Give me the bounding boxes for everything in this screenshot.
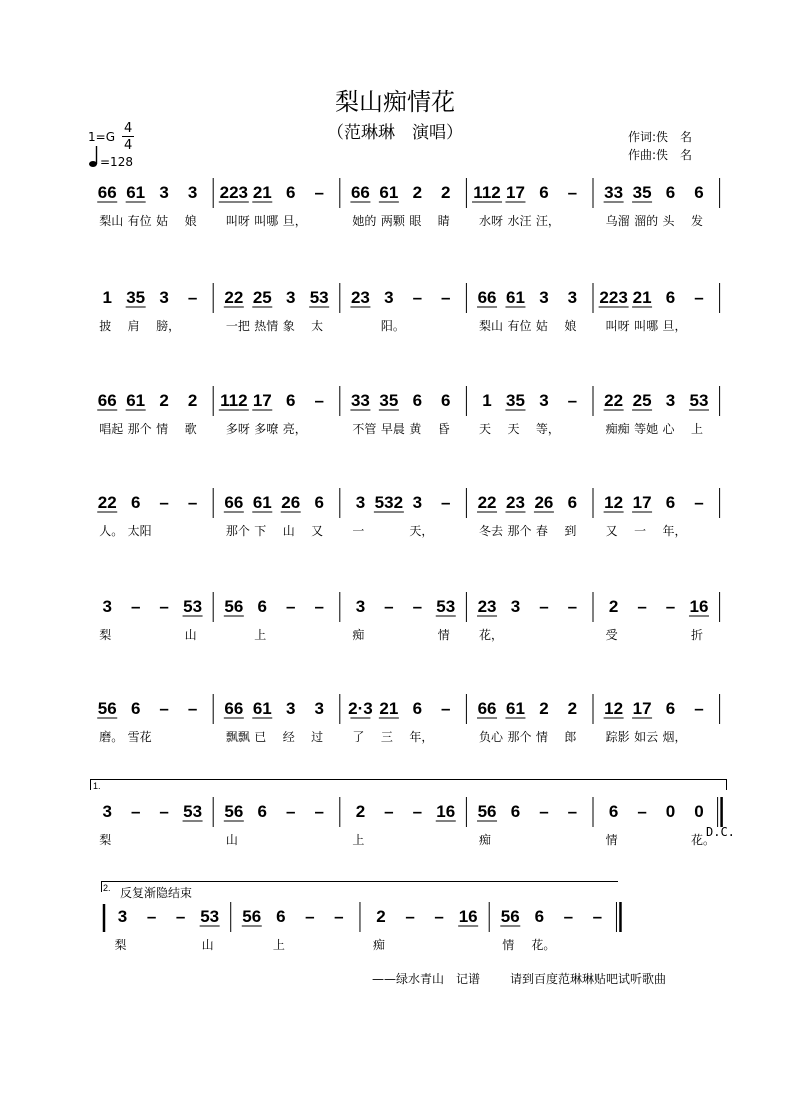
lyric-syllable: 郎 (564, 730, 577, 744)
dash-note: – (567, 597, 578, 616)
lyric-syllable: 山 (201, 938, 214, 952)
note-number: 3 (567, 288, 578, 307)
dash-note: – (187, 699, 198, 718)
lyric-syllable: 冬去 (479, 524, 504, 538)
lyric-syllable: 有位 (507, 319, 532, 333)
dash-note: – (314, 597, 324, 616)
lyric-syllable: 多呀 (225, 422, 250, 436)
note-number: 35 (126, 288, 146, 307)
lyric-syllable: 了 (352, 730, 365, 744)
note-number: 56 (242, 907, 262, 926)
second-ending-instruction: 反复渐隐结束 (120, 886, 193, 900)
lyric-syllable: 阳。 (380, 319, 405, 333)
note-number: 3 (187, 183, 198, 202)
note-number: 6 (665, 183, 676, 202)
score-row-7-first-ending (0, 797, 790, 877)
dash-note: – (285, 597, 296, 616)
lyric-syllable: 膀， (156, 319, 181, 333)
note-number: 23 (350, 288, 370, 307)
lyric-syllable: 梨山 (99, 214, 124, 228)
lyric-syllable: 磨。 (99, 730, 124, 744)
note-number: 22 (224, 288, 244, 307)
lyric-syllable: 旦， (662, 319, 687, 333)
lyric-syllable: 乌溜 (605, 214, 630, 228)
note-number: 223 (599, 288, 628, 307)
note-number: 532 (374, 493, 404, 512)
note-number: 35 (632, 183, 652, 202)
lyric-syllable: 溜的 (634, 214, 659, 228)
lyric-syllable: 如云 (634, 730, 659, 744)
note-number: 61 (126, 183, 146, 202)
note-number: 6 (412, 699, 423, 718)
lyric-syllable: 踪影 (605, 730, 630, 744)
lyric-syllable: 人。 (99, 524, 124, 538)
lyric-syllable: 姑 (535, 319, 548, 333)
note-number: 0 (665, 802, 676, 821)
lyric-syllable: 山 (184, 628, 197, 642)
lyric-syllable: 肩 (127, 319, 140, 333)
lyric-syllable: 那个 (225, 524, 250, 538)
lyric-syllable: 山 (225, 833, 238, 847)
note-number: 3 (117, 907, 128, 926)
dash-note: – (412, 597, 423, 616)
note-number: 3 (665, 391, 676, 410)
dash-note: – (441, 493, 451, 512)
note-number: 3 (510, 597, 521, 616)
note-number: 56 (477, 802, 497, 821)
dash-note: – (130, 802, 141, 821)
lyric-syllable: 一把 (225, 319, 250, 333)
note-number: 3 (412, 493, 423, 512)
note-number: 56 (500, 907, 520, 926)
dash-note: – (159, 493, 169, 512)
note-number: 25 (632, 391, 652, 410)
note-number: 23 (477, 597, 497, 616)
note-number: 6 (534, 907, 545, 926)
lyric-syllable: 那个 (127, 422, 152, 436)
lyric-syllable: 上 (254, 628, 267, 642)
dash-note: – (694, 493, 704, 512)
lyric-syllable: 山 (282, 524, 295, 538)
lyric-syllable: 披 (99, 319, 112, 333)
note-number: 23 (506, 493, 525, 512)
note-number: 6 (665, 493, 676, 512)
note-number: 22 (477, 493, 497, 512)
lyric-syllable: 头 (662, 214, 675, 228)
score-row-1 (0, 178, 790, 258)
score-row-3 (0, 386, 790, 466)
note-number: 66 (477, 699, 497, 718)
lyric-syllable: 不管 (352, 422, 377, 436)
note-number: 6 (130, 699, 141, 718)
note-number: 53 (183, 802, 203, 821)
note-number: 6 (441, 391, 451, 410)
first-ending-number: 1. (93, 781, 101, 791)
lyric-syllable: 天， (409, 524, 434, 538)
first-ending-bracket (90, 779, 727, 790)
lyric-syllable: 上 (272, 938, 285, 952)
dash-note: – (305, 907, 315, 926)
lyric-syllable: 那个 (507, 524, 532, 538)
note-number: 3 (539, 391, 549, 410)
note-number: 6 (608, 802, 619, 821)
dash-note: – (539, 597, 549, 616)
lyric-syllable: 亮， (282, 422, 307, 436)
lyric-syllable: 情 (605, 833, 618, 847)
lyric-syllable: 唱起 (99, 422, 124, 436)
note-number: 2 (376, 907, 386, 926)
listen-note: 请到百度范琳琳贴吧试听歌曲 (510, 972, 667, 986)
lyric-syllable: 昏 (437, 422, 450, 436)
lyric-syllable: 痴痴 (605, 422, 630, 436)
note-number: 6 (510, 802, 521, 821)
performer-subtitle: （范琳琳 演唱） (327, 123, 463, 143)
lyricist-credit: 作词:佚 名 (628, 130, 693, 144)
lyric-syllable: 又 (311, 524, 324, 538)
lyric-syllable: 一 (352, 524, 365, 538)
note-number: 35 (506, 391, 525, 410)
note-number: 2·3 (348, 699, 373, 718)
note-number: 3 (355, 597, 366, 616)
note-number: 3 (102, 802, 112, 821)
second-ending-number: 2. (103, 883, 111, 893)
note-number: 2 (539, 699, 549, 718)
lyric-syllable: 痴 (479, 833, 492, 847)
note-number: 17 (252, 391, 272, 410)
note-number: 3 (159, 288, 169, 307)
note-number: 3 (539, 288, 549, 307)
score-row-2 (0, 283, 790, 363)
lyric-syllable: 黄 (409, 422, 422, 436)
note-number: 61 (506, 699, 525, 718)
time-signature-bottom: 4 (124, 138, 133, 153)
note-number: 16 (689, 597, 709, 616)
lyric-syllable: 烟， (662, 730, 687, 744)
dash-note: – (130, 597, 141, 616)
note-number: 6 (665, 288, 676, 307)
note-number: 61 (379, 183, 399, 202)
note-number: 0 (694, 802, 704, 821)
lyric-syllable: 春 (535, 524, 548, 538)
dash-note: – (412, 288, 423, 307)
lyric-syllable: 梨 (99, 628, 112, 642)
lyric-syllable: 心 (662, 422, 675, 436)
lyric-syllable: 受 (605, 628, 618, 642)
quarter-note-icon (88, 145, 100, 169)
lyric-syllable: 叫呀 (225, 214, 250, 228)
note-number: 61 (252, 493, 272, 512)
lyric-syllable: 水呀 (479, 214, 504, 228)
dash-note: – (285, 802, 296, 821)
note-number: 112 (220, 391, 248, 410)
note-number: 26 (281, 493, 301, 512)
lyric-syllable: 上 (352, 833, 365, 847)
note-number: 26 (534, 493, 554, 512)
lyric-syllable: 已 (254, 730, 267, 744)
song-title: 梨山痴情花 (335, 88, 455, 116)
dash-note: – (187, 288, 198, 307)
lyric-syllable: 太阳 (127, 524, 152, 538)
lyric-syllable: 早晨 (380, 422, 405, 436)
note-number: 53 (689, 391, 709, 410)
lyric-syllable: 有位 (127, 214, 152, 228)
note-number: 22 (604, 391, 624, 410)
lyric-syllable: 娘 (184, 214, 197, 228)
lyric-syllable: 情 (502, 938, 515, 952)
note-number: 21 (379, 699, 399, 718)
note-number: 17 (632, 493, 652, 512)
lyric-syllable: 发 (690, 214, 703, 228)
lyric-syllable: 太 (311, 319, 324, 333)
dash-note: – (637, 597, 647, 616)
note-number: 6 (257, 597, 268, 616)
lyric-syllable: 眼 (409, 214, 422, 228)
note-number: 1 (482, 391, 492, 410)
dash-note: – (441, 288, 451, 307)
dash-note: – (159, 802, 169, 821)
lyric-syllable: 负心 (479, 730, 504, 744)
note-number: 3 (159, 183, 169, 202)
note-number: 2 (441, 183, 451, 202)
note-number: 66 (97, 391, 117, 410)
dash-note: – (334, 907, 344, 926)
lyric-syllable: 飘飘 (225, 730, 250, 744)
lyric-syllable: 睛 (437, 214, 450, 228)
dash-note: – (567, 391, 578, 410)
note-number: 6 (694, 183, 704, 202)
lyric-syllable: 她的 (352, 214, 377, 228)
dash-note: – (567, 802, 578, 821)
note-number: 66 (350, 183, 370, 202)
lyric-syllable: 情 (156, 422, 169, 436)
lyric-syllable: 过 (311, 730, 324, 744)
note-number: 35 (379, 391, 399, 410)
dash-note: – (384, 597, 394, 616)
lyric-syllable: 等， (535, 422, 560, 436)
dash-note: – (314, 183, 324, 202)
da-capo-mark: D.C. (706, 825, 735, 839)
dash-note: – (412, 802, 423, 821)
note-number: 3 (355, 493, 366, 512)
lyric-syllable: 痴 (352, 628, 365, 642)
note-number: 66 (477, 288, 497, 307)
lyric-syllable: 姑 (156, 214, 169, 228)
note-number: 6 (276, 907, 286, 926)
lyric-syllable: 天 (479, 422, 492, 436)
lyric-syllable: 花， (479, 628, 504, 642)
note-number: 61 (126, 391, 146, 410)
note-number: 33 (604, 183, 624, 202)
composer-credit: 作曲:佚 名 (628, 148, 693, 162)
lyric-syllable: 叫哪 (634, 319, 659, 333)
note-number: 1 (102, 288, 112, 307)
note-number: 6 (257, 802, 268, 821)
lyric-syllable: 叫哪 (254, 214, 279, 228)
lyric-syllable: 上 (690, 422, 703, 436)
dash-note: – (637, 802, 647, 821)
note-number: 33 (350, 391, 370, 410)
dash-note: – (405, 907, 415, 926)
note-number: 6 (130, 493, 141, 512)
dash-note: – (159, 699, 169, 718)
dash-note: – (567, 183, 578, 202)
lyric-syllable: 年， (409, 730, 434, 744)
dash-note: – (175, 907, 186, 926)
lyric-syllable: 水汪 (507, 214, 532, 228)
lyric-syllable: 下 (254, 524, 267, 538)
lyric-syllable: 梨 (114, 938, 127, 952)
lyric-syllable: 热情 (254, 319, 279, 333)
lyric-syllable: 雪花 (127, 730, 152, 744)
note-number: 61 (252, 699, 272, 718)
note-number: 16 (436, 802, 456, 821)
note-number: 6 (539, 183, 549, 202)
note-number: 66 (97, 183, 117, 202)
lyric-syllable: 梨山 (479, 319, 504, 333)
note-number: 66 (224, 699, 244, 718)
lyric-syllable: 梨 (99, 833, 112, 847)
note-number: 53 (436, 597, 456, 616)
lyric-syllable: 到 (564, 524, 577, 538)
note-number: 17 (632, 699, 652, 718)
time-signature-top: 4 (124, 121, 133, 136)
dash-note: – (592, 907, 603, 926)
note-number: 6 (665, 699, 676, 718)
lyric-syllable: 折 (690, 628, 703, 642)
dash-note: – (694, 699, 704, 718)
note-number: 6 (314, 493, 324, 512)
lyric-syllable: 娘 (564, 319, 577, 333)
note-number: 25 (252, 288, 272, 307)
lyric-syllable: 象 (282, 319, 295, 333)
note-number: 2 (567, 699, 578, 718)
note-number: 53 (309, 288, 329, 307)
note-number: 6 (412, 391, 423, 410)
note-number: 66 (224, 493, 244, 512)
dash-note: – (539, 802, 549, 821)
tempo-mark: =128 (100, 155, 133, 169)
dash-note: – (384, 802, 394, 821)
dash-note: – (434, 907, 444, 926)
note-number: 56 (224, 802, 244, 821)
lyric-syllable: 一 (634, 524, 647, 538)
note-number: 3 (102, 597, 112, 616)
lyric-syllable: 三 (380, 730, 393, 744)
lyric-syllable: 经 (282, 730, 295, 744)
note-number: 53 (200, 907, 220, 926)
note-number: 3 (314, 699, 324, 718)
note-number: 223 (219, 183, 249, 202)
key-signature: 1=G (88, 130, 115, 144)
lyric-syllable: 花。 (690, 833, 715, 847)
note-number: 6 (285, 391, 296, 410)
note-number: 2 (159, 391, 169, 410)
lyric-syllable: 情 (437, 628, 450, 642)
note-number: 17 (506, 183, 525, 202)
dash-note: – (314, 802, 324, 821)
note-number: 2 (355, 802, 366, 821)
score-row-4 (0, 488, 790, 568)
dash-note: – (159, 597, 169, 616)
lyric-syllable: 旦， (282, 214, 307, 228)
note-number: 112 (473, 183, 501, 202)
note-number: 21 (632, 288, 652, 307)
note-number: 3 (285, 288, 296, 307)
lyric-syllable: 那个 (507, 730, 532, 744)
lyric-syllable: 年， (662, 524, 687, 538)
lyric-syllable: 多嘹 (254, 422, 279, 436)
note-number: 56 (97, 699, 117, 718)
note-number: 56 (224, 597, 244, 616)
note-number: 22 (97, 493, 117, 512)
note-number: 2 (187, 391, 198, 410)
dash-note: – (441, 699, 451, 718)
lyric-syllable: 两颗 (380, 214, 405, 228)
lyric-syllable: 天 (507, 422, 520, 436)
note-number: 12 (604, 493, 624, 512)
dash-note: – (665, 597, 676, 616)
lyric-syllable: 汪， (535, 214, 560, 228)
time-signature-line (122, 136, 134, 137)
dash-note: – (314, 391, 324, 410)
dash-note: – (563, 907, 574, 926)
note-number: 2 (412, 183, 423, 202)
dash-note: – (694, 288, 704, 307)
note-number: 3 (384, 288, 394, 307)
lyric-syllable: 情 (535, 730, 548, 744)
note-number: 53 (183, 597, 203, 616)
lyric-syllable: 痴 (373, 938, 386, 952)
note-number: 6 (285, 183, 296, 202)
note-number: 61 (506, 288, 525, 307)
dash-note: – (146, 907, 157, 926)
note-number: 3 (285, 699, 296, 718)
note-number: 21 (252, 183, 272, 202)
lyric-syllable: 等她 (634, 422, 659, 436)
score-row-5 (0, 592, 790, 672)
dash-note: – (187, 493, 198, 512)
lyric-syllable: 花。 (531, 938, 556, 952)
lyric-syllable: 又 (605, 524, 618, 538)
note-number: 12 (604, 699, 624, 718)
note-number: 16 (458, 907, 478, 926)
lyric-syllable: 歌 (184, 422, 197, 436)
note-number: 6 (567, 493, 578, 512)
score-row-6 (0, 694, 790, 774)
lyric-syllable: 叫呀 (605, 319, 630, 333)
note-number: 2 (608, 597, 619, 616)
transcriber-credit: ——绿水青山 记谱 (372, 972, 481, 986)
